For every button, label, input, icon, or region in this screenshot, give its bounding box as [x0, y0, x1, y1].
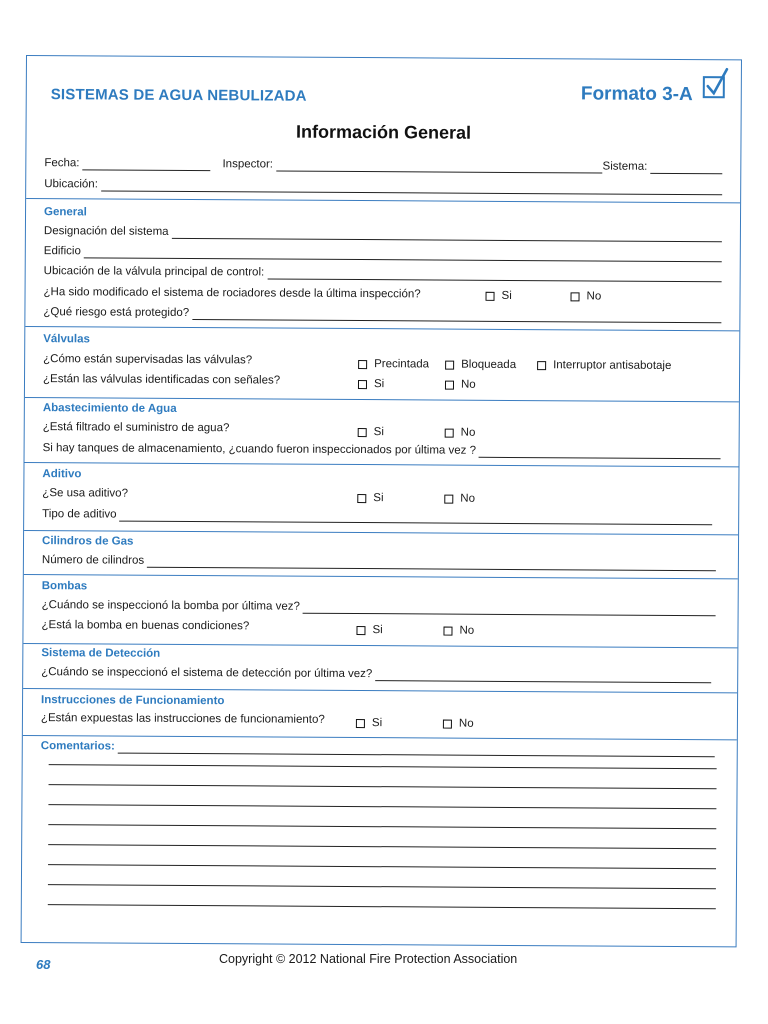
comment-line[interactable]	[48, 844, 716, 849]
comentarios-field[interactable]	[118, 743, 715, 758]
no-label: No	[460, 426, 476, 439]
identificadas-no-option[interactable]	[445, 379, 476, 391]
comentarios-label: Comentarios:	[40, 740, 115, 753]
checkbox[interactable]	[356, 719, 365, 728]
designacion-row	[44, 224, 722, 242]
deteccion-field[interactable]	[375, 670, 711, 683]
precintada-label: Precintada	[374, 358, 430, 371]
checkbox[interactable]	[486, 291, 495, 300]
bomba-no-option[interactable]	[443, 625, 474, 637]
comment-line[interactable]	[49, 764, 717, 769]
bloqueada-option[interactable]	[445, 359, 516, 371]
tanques-label: Si hay tanques de almacenamiento, ¿cuando fueron inspeccionados por última vez ?	[42, 442, 477, 457]
fecha-label: Fecha:	[44, 157, 80, 170]
checkbox[interactable]	[358, 380, 367, 389]
riesgo-field[interactable]	[192, 309, 721, 323]
section-divider	[25, 326, 739, 331]
si-label: Si	[373, 378, 385, 391]
precintada-option[interactable]	[358, 358, 429, 370]
section-divider	[24, 530, 738, 535]
ubicacion-label: Ubicación:	[44, 178, 98, 191]
inspector-label: Inspector:	[222, 158, 274, 171]
fecha-field[interactable]	[82, 159, 210, 171]
comment-line[interactable]	[48, 824, 716, 829]
tipo-aditivo-label: Tipo de aditivo	[42, 508, 117, 521]
section-divider	[25, 462, 739, 467]
section-title-general: General	[44, 206, 87, 219]
aditivo-no-option[interactable]	[444, 493, 475, 505]
checkbox[interactable]	[537, 361, 546, 370]
aditivo-si-option[interactable]	[357, 492, 383, 504]
copyright-notice: Copyright © 2012 National Fire Protection Association	[219, 952, 518, 966]
tipo-aditivo-field[interactable]	[120, 511, 713, 526]
checkbox[interactable]	[444, 494, 453, 503]
edificio-row	[44, 244, 722, 262]
modificado-label: ¿Ha sido modificado el sistema de rociadores desde la última inspección?	[43, 286, 421, 301]
instrucciones-label: ¿Están expuestas las instrucciones de funcionamiento?	[40, 712, 325, 726]
checkbox[interactable]	[445, 380, 454, 389]
section-title-valvulas: Válvulas	[43, 333, 90, 346]
ubicacion-valvula-field[interactable]	[267, 268, 722, 282]
no-label: No	[460, 378, 476, 391]
checkbox[interactable]	[445, 428, 454, 437]
checkbox[interactable]	[443, 626, 452, 635]
usa-aditivo-label: ¿Se usa aditivo?	[42, 487, 129, 500]
form-series-title: SISTEMAS DE AGUA NEBULIZADA	[50, 86, 307, 105]
ubicacion-valvula-row	[44, 264, 722, 282]
no-label: No	[460, 492, 476, 505]
instrucciones-si-option[interactable]	[356, 717, 382, 729]
edificio-field[interactable]	[84, 247, 722, 262]
bomba-condiciones-label: ¿Está la bomba en buenas condiciones?	[41, 619, 250, 633]
deteccion-row	[41, 665, 711, 683]
no-label: No	[458, 717, 474, 730]
modificado-no-option[interactable]	[570, 290, 601, 302]
sistema-label: Sistema:	[602, 160, 648, 173]
tipo-aditivo-row	[42, 507, 712, 525]
checkbox[interactable]	[357, 494, 366, 503]
section-title-cilindros: Cilindros de Gas	[41, 535, 134, 548]
filtrado-label: ¿Está filtrado el suministro de agua?	[42, 421, 230, 435]
checkbox[interactable]	[571, 292, 580, 301]
bloqueada-label: Bloqueada	[461, 358, 517, 371]
inspection-form	[21, 55, 742, 947]
supervisadas-label: ¿Cómo están supervisadas las válvulas?	[43, 353, 253, 367]
bomba-si-option[interactable]	[356, 624, 382, 636]
ubicacion-field[interactable]	[101, 180, 722, 195]
riesgo-row	[43, 305, 721, 323]
comentarios-row	[41, 739, 715, 757]
filtrado-no-option[interactable]	[445, 427, 476, 439]
section-title-bombas: Bombas	[41, 580, 88, 593]
checkbox[interactable]	[358, 428, 367, 437]
filtrado-si-option[interactable]	[358, 426, 384, 438]
edificio-label: Edificio	[43, 245, 81, 258]
si-label: Si	[371, 717, 383, 730]
comment-line[interactable]	[48, 904, 716, 909]
checkbox[interactable]	[445, 360, 454, 369]
page-title: Información General	[295, 121, 472, 143]
checkbox[interactable]	[358, 360, 367, 369]
comment-line[interactable]	[48, 864, 716, 869]
top-fields-row	[44, 156, 722, 174]
modificado-row	[44, 285, 722, 303]
comment-line[interactable]	[49, 784, 717, 789]
tanques-row	[43, 441, 721, 459]
interruptor-label: Interruptor antisabotaje	[553, 359, 672, 372]
section-title-abastecimiento: Abastecimiento de Agua	[42, 402, 177, 415]
modificado-si-option[interactable]	[486, 290, 512, 302]
si-label: Si	[372, 624, 383, 637]
si-label: Si	[501, 289, 512, 302]
checkbox[interactable]	[443, 719, 452, 728]
section-title-deteccion: Sistema de Detección	[41, 647, 161, 660]
page-number: 68	[36, 957, 51, 972]
bomba-inspeccion-row	[42, 598, 716, 616]
no-label: No	[586, 290, 602, 303]
identificadas-label: ¿Están las válvulas identificadas con señales?	[42, 373, 281, 387]
bomba-inspeccion-field[interactable]	[303, 603, 716, 617]
section-divider	[23, 688, 737, 693]
ubicacion-valvula-label: Ubicación de la válvula principal de control:	[43, 265, 265, 279]
sistema-field[interactable]	[650, 163, 722, 174]
section-title-aditivo: Aditivo	[42, 468, 82, 481]
section-divider	[24, 574, 738, 579]
riesgo-label: ¿Qué riesgo está protegido?	[43, 306, 190, 320]
no-label: No	[459, 624, 475, 637]
instrucciones-no-option[interactable]	[443, 718, 474, 730]
numero-cilindros-row	[42, 553, 716, 571]
form-number: Formato 3-A	[580, 83, 693, 106]
designacion-label: Designación del sistema	[43, 225, 169, 238]
inspector-field[interactable]	[276, 161, 603, 174]
designacion-field[interactable]	[172, 228, 722, 242]
ubicacion-row	[44, 177, 722, 195]
comment-line[interactable]	[48, 884, 716, 889]
comment-line[interactable]	[48, 804, 716, 809]
section-divider	[25, 397, 739, 402]
checkbox[interactable]	[356, 626, 365, 635]
numero-cilindros-field[interactable]	[147, 557, 716, 571]
tanques-field[interactable]	[479, 447, 721, 459]
bomba-inspeccion-label: ¿Cuándo se inspeccionó la bomba por última vez?	[41, 599, 300, 613]
section-title-instrucciones: Instrucciones de Funcionamiento	[41, 694, 225, 708]
si-label: Si	[373, 492, 384, 505]
interruptor-option[interactable]	[537, 359, 671, 372]
deteccion-label: ¿Cuándo se inspeccionó el sistema de detección por última vez?	[41, 666, 373, 681]
numero-cilindros-label: Número de cilindros	[41, 554, 145, 567]
section-divider	[26, 198, 740, 203]
checkmark-icon	[703, 76, 725, 98]
si-label: Si	[373, 426, 384, 439]
identificadas-si-option[interactable]	[358, 378, 384, 390]
